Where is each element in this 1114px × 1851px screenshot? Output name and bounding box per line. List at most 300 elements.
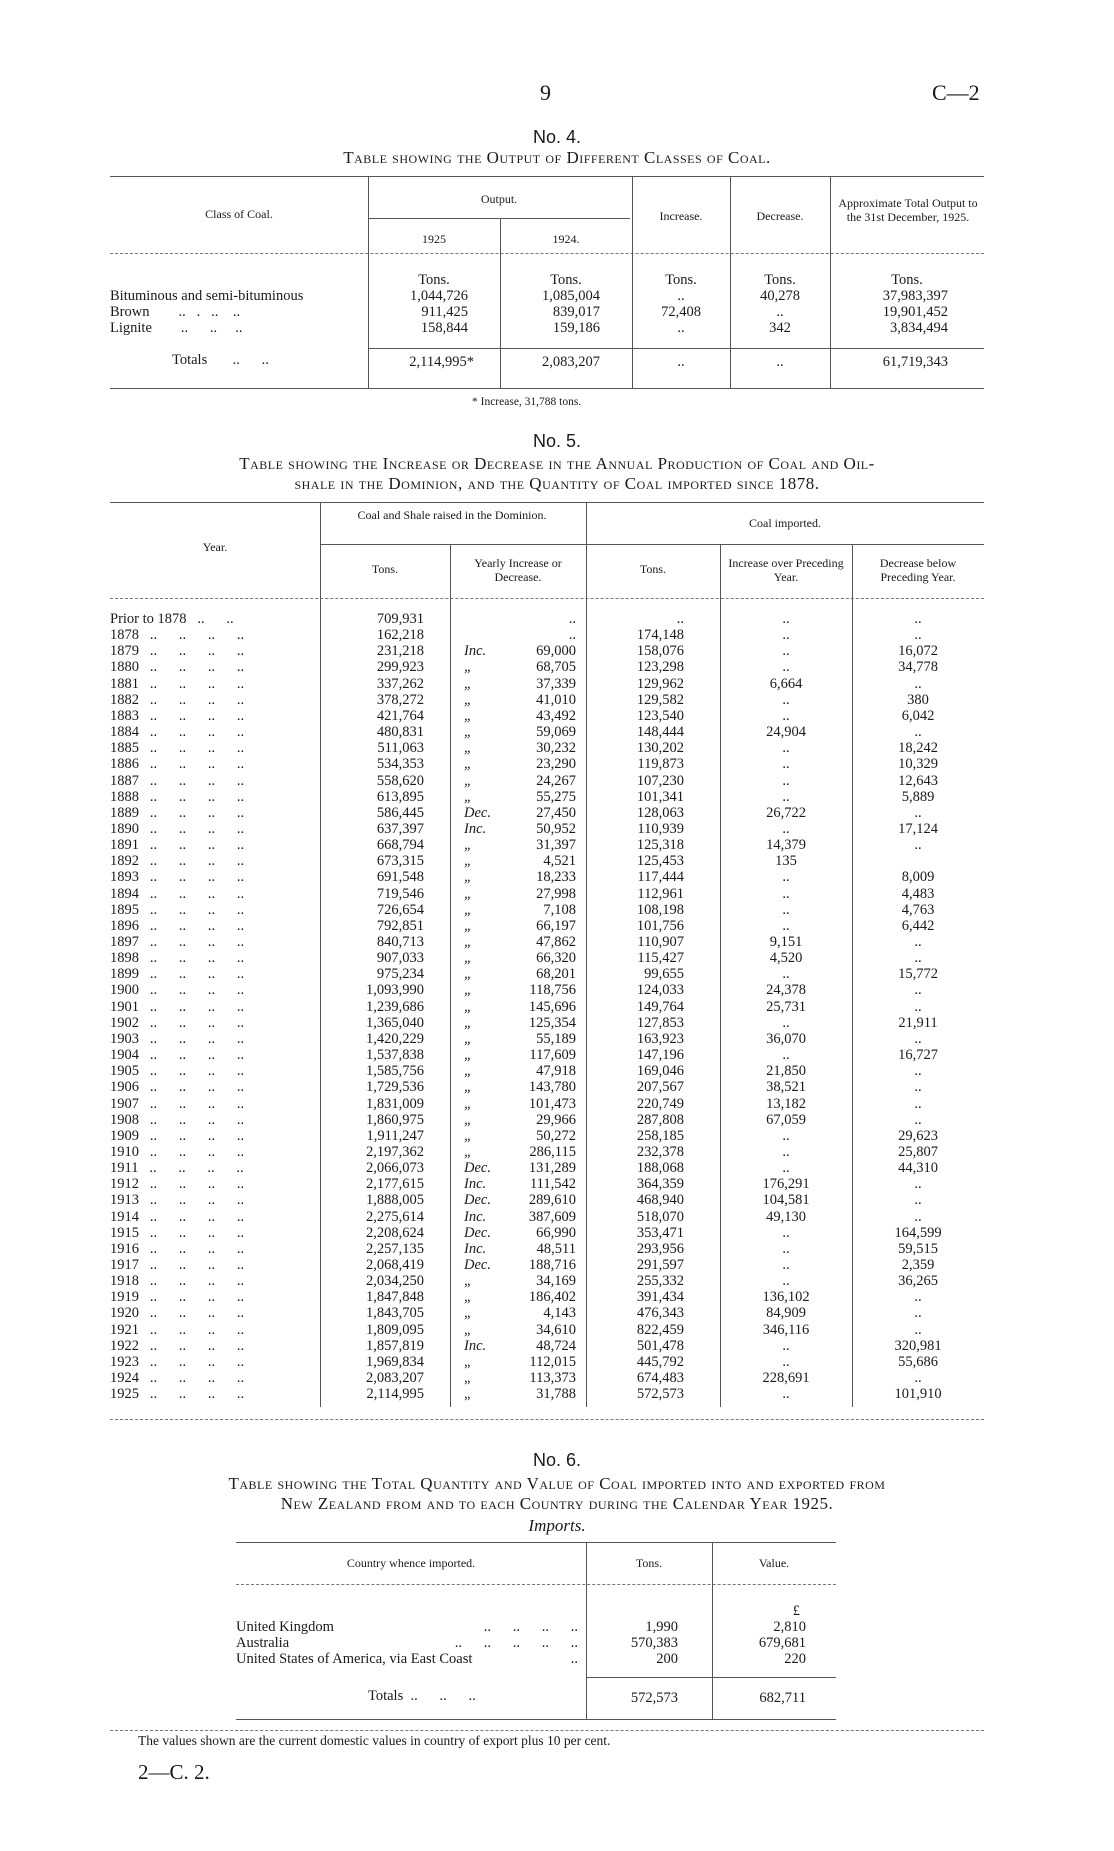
t5-tons-raised: 1,911,247 bbox=[366, 1127, 424, 1144]
t5-inc-dec-flag: Dec. bbox=[464, 1224, 491, 1241]
t5-yearly-change: 4,143 bbox=[543, 1305, 576, 1322]
t5-increase-over: 24,378 bbox=[766, 982, 806, 999]
t5-inc-dec-flag: „ bbox=[464, 772, 473, 789]
t5-increase-over: .. bbox=[782, 643, 790, 660]
t5-decrease-below: .. bbox=[914, 1289, 922, 1306]
t5-tons-raised: 480,831 bbox=[376, 724, 424, 741]
t5-yearly-change: 43,492 bbox=[536, 707, 576, 724]
t5-tons-imported: 128,063 bbox=[636, 804, 684, 821]
t5-inc-dec-flag: „ bbox=[464, 837, 473, 854]
t5-tons-imported: 119,873 bbox=[637, 756, 684, 773]
t5-year: 1899 .. .. .. .. bbox=[110, 966, 245, 983]
t5-inc-dec-flag: „ bbox=[464, 1063, 473, 1080]
t5-tons-imported: 101,756 bbox=[636, 917, 684, 934]
t5-tons-imported: 110,939 bbox=[637, 820, 684, 837]
t5-yearly-change: 118,756 bbox=[529, 982, 576, 999]
t5-tons-imported: 174,148 bbox=[636, 627, 684, 644]
t4-cell: 1,085,004 bbox=[542, 288, 600, 304]
t5-year: 1898 .. .. .. .. bbox=[110, 950, 245, 967]
t5-tons-raised: 534,353 bbox=[376, 756, 424, 773]
t5-tons-imported: 125,453 bbox=[636, 853, 684, 870]
t6-dots: .. .. .. .. bbox=[483, 1619, 578, 1635]
t5-decrease-below: .. bbox=[914, 1208, 922, 1225]
t5-decrease-below: .. bbox=[914, 627, 922, 644]
t5-decrease-below: 15,772 bbox=[898, 966, 938, 983]
t5-tons-imported: 124,033 bbox=[636, 982, 684, 999]
t5-decrease-below: .. bbox=[914, 1176, 922, 1193]
t5-inc-dec-flag: „ bbox=[464, 1127, 473, 1144]
table6-title-line2: New Zealand from and to each Country during the Calendar Year 1925. bbox=[280, 1494, 834, 1513]
t4-cell: 159,186 bbox=[552, 320, 600, 336]
t5-increase-over: .. bbox=[782, 901, 790, 918]
t5-tons-raised: 613,895 bbox=[376, 788, 424, 805]
t5-inc-dec-flag: „ bbox=[464, 1079, 473, 1096]
t5-tons-raised: 1,537,838 bbox=[366, 1047, 424, 1064]
t5-yearly-change: 117,609 bbox=[529, 1047, 576, 1064]
t4-total-cell: 2,114,995* bbox=[409, 354, 474, 370]
t5-increase-over: 26,722 bbox=[766, 804, 806, 821]
t5-inc-dec-flag: „ bbox=[464, 1014, 473, 1031]
t5-tons-imported: 188,068 bbox=[636, 1160, 684, 1177]
t5-decrease-below: 16,727 bbox=[898, 1047, 938, 1064]
t4-unit-total: Tons. bbox=[891, 272, 923, 288]
t5-decrease-below: 16,072 bbox=[898, 643, 938, 660]
t5-inc-dec-flag: „ bbox=[464, 659, 473, 676]
t5-increase-over: .. bbox=[782, 1014, 790, 1031]
t5-increase-over: 104,581 bbox=[762, 1192, 810, 1209]
t5-tons-imported: 501,478 bbox=[636, 1337, 684, 1354]
t5-tons-imported: 674,483 bbox=[636, 1370, 684, 1387]
t4-row-label: Lignite .. .. .. bbox=[110, 320, 243, 336]
t5-yearly-change: .. bbox=[568, 611, 576, 627]
t5-tons-imported: 207,567 bbox=[636, 1079, 684, 1096]
t5-tons-raised: 1,857,819 bbox=[366, 1337, 424, 1354]
t6-tons: 200 bbox=[656, 1651, 678, 1667]
table4-number: No. 4. bbox=[532, 127, 582, 147]
t5-year: 1885 .. .. .. .. bbox=[110, 740, 245, 757]
t5-tons-imported: 117,444 bbox=[637, 869, 684, 886]
table5-title-line1: Table showing the Increase or Decrease in the Annual Production of Coal and Oil- bbox=[239, 454, 875, 473]
t5-tons-imported: 110,907 bbox=[637, 934, 684, 950]
t5-yearly-change: 34,610 bbox=[536, 1321, 576, 1338]
t5-tons-raised: 421,764 bbox=[376, 707, 424, 724]
t5-year: 1886 .. .. .. .. bbox=[110, 756, 245, 773]
t5-increase-over: 36,070 bbox=[766, 1030, 806, 1047]
t5-yearly-change: 50,952 bbox=[536, 820, 576, 837]
t5-inc-dec-flag: „ bbox=[464, 917, 473, 934]
t5-year: 1905 .. .. .. .. bbox=[110, 1063, 245, 1080]
t5-inc-dec-flag: „ bbox=[464, 1047, 473, 1064]
t5-tons-imported: 123,298 bbox=[636, 659, 684, 676]
t5-decrease-below: .. bbox=[914, 934, 922, 950]
t5-increase-over: .. bbox=[782, 966, 790, 983]
t5-decrease-below: 44,310 bbox=[898, 1160, 938, 1177]
t5-yearly-change: 186,402 bbox=[528, 1289, 576, 1306]
t5-increase-over: 136,102 bbox=[762, 1289, 810, 1306]
t5-yearly-change: 48,511 bbox=[536, 1240, 576, 1257]
t5-tons-raised: 1,420,229 bbox=[366, 1030, 424, 1047]
t5-increase-over: .. bbox=[782, 756, 790, 773]
t5-tons-raised: 2,083,207 bbox=[366, 1370, 424, 1387]
t5-yearly-change: 125,354 bbox=[528, 1014, 576, 1031]
t5-increase-over: .. bbox=[782, 1386, 790, 1403]
t5-yearly-change: 48,724 bbox=[536, 1337, 576, 1354]
t5-inc-dec-flag: „ bbox=[464, 1111, 473, 1128]
t5-yearly-change: 31,397 bbox=[536, 837, 576, 854]
t5-yearly-change: 4,521 bbox=[543, 853, 576, 870]
t5-increase-over: .. bbox=[782, 1240, 790, 1257]
t5-header-dec-below: Decrease below Preceding Year. bbox=[879, 556, 957, 584]
t5-decrease-below: .. bbox=[914, 950, 922, 967]
t5-tons-imported: 147,196 bbox=[636, 1047, 684, 1064]
t4-cell: 911,425 bbox=[421, 304, 468, 320]
t5-year: 1924 .. .. .. .. bbox=[110, 1370, 245, 1387]
t5-year: 1882 .. .. .. .. bbox=[110, 691, 245, 708]
t5-decrease-below: 29,623 bbox=[898, 1127, 938, 1144]
t5-yearly-change: 143,780 bbox=[528, 1079, 576, 1096]
t5-tons-raised: 231,218 bbox=[376, 643, 424, 660]
t5-tons-imported: 291,597 bbox=[636, 1257, 684, 1273]
t4-cell: 37,983,397 bbox=[882, 288, 948, 304]
t6-tons: 570,383 bbox=[630, 1635, 678, 1651]
t4-total-cell: .. bbox=[677, 354, 685, 370]
t5-tons-imported: 149,764 bbox=[636, 998, 684, 1015]
t5-tons-raised: 558,620 bbox=[376, 772, 424, 789]
t5-increase-over: 21,850 bbox=[766, 1063, 806, 1080]
t5-yearly-change: 27,998 bbox=[536, 885, 576, 902]
t5-tons-imported: 148,444 bbox=[636, 724, 684, 741]
t5-tons-imported: 468,940 bbox=[636, 1192, 684, 1209]
table6-subtitle: Imports. bbox=[528, 1516, 586, 1535]
t5-tons-imported: 129,582 bbox=[636, 691, 684, 708]
t5-inc-dec-flag: „ bbox=[464, 1289, 473, 1306]
t4-cell: 839,017 bbox=[552, 304, 600, 320]
t5-inc-dec-flag: „ bbox=[464, 724, 473, 741]
t5-increase-over: .. bbox=[782, 885, 790, 902]
t5-year: 1891 .. .. .. .. bbox=[110, 837, 245, 854]
t4-unit-1924: Tons. bbox=[550, 272, 582, 288]
t5-header-raised: Coal and Shale raised in the Dominion. bbox=[357, 508, 547, 522]
t5-inc-dec-flag: „ bbox=[464, 1370, 473, 1387]
t5-year: 1925 .. .. .. .. bbox=[110, 1386, 245, 1403]
t5-increase-over: 135 bbox=[775, 853, 797, 870]
t5-yearly-change: 66,320 bbox=[536, 950, 576, 967]
t5-increase-over: .. bbox=[782, 1143, 790, 1160]
t5-decrease-below: 59,515 bbox=[898, 1240, 938, 1257]
t5-yearly-change: 68,705 bbox=[536, 659, 576, 676]
t5-inc-dec-flag: Inc. bbox=[464, 1208, 487, 1225]
t5-yearly-change: 30,232 bbox=[536, 740, 576, 757]
t5-increase-over: 9,151 bbox=[769, 934, 803, 950]
t5-year: 1887 .. .. .. .. bbox=[110, 772, 245, 789]
t4-cell: .. bbox=[776, 304, 784, 320]
t5-increase-over: .. bbox=[782, 788, 790, 805]
t5-decrease-below: 36,265 bbox=[898, 1273, 938, 1290]
t5-year: 1906 .. .. .. .. bbox=[110, 1079, 245, 1096]
t5-decrease-below: 10,329 bbox=[898, 756, 938, 773]
t5-header-tons: Tons. bbox=[371, 562, 399, 576]
t5-year: 1910 .. .. .. .. bbox=[110, 1143, 245, 1160]
t5-yearly-change: 66,990 bbox=[536, 1224, 576, 1241]
table5-title-line2: shale in the Dominion, and the Quantity of Coal imported since 1878. bbox=[294, 474, 820, 493]
t5-tons-raised: 1,093,990 bbox=[366, 982, 424, 999]
t5-yearly-change: 188,716 bbox=[528, 1257, 576, 1273]
t5-tons-raised: 2,177,615 bbox=[366, 1176, 424, 1193]
t5-tons-raised: 1,888,005 bbox=[366, 1192, 424, 1209]
t5-yearly-change: 41,010 bbox=[536, 691, 576, 708]
t5-increase-over: 24,904 bbox=[766, 724, 806, 741]
t4-footnote: * Increase, 31,788 tons. bbox=[472, 396, 582, 408]
t5-increase-over: .. bbox=[782, 1257, 790, 1273]
t5-tons-imported: 163,923 bbox=[636, 1030, 684, 1047]
t5-year: 1917 .. .. .. .. bbox=[110, 1257, 245, 1273]
t5-tons-raised: 1,843,705 bbox=[366, 1305, 424, 1322]
t5-tons-imported: 391,434 bbox=[636, 1289, 684, 1306]
t5-increase-over: .. bbox=[782, 627, 790, 644]
t5-tons-raised: 2,275,614 bbox=[366, 1208, 424, 1225]
t4-header-1924: 1924. bbox=[552, 232, 580, 246]
t5-tons-imported: 127,853 bbox=[636, 1014, 684, 1031]
t5-yearly-change: 387,609 bbox=[528, 1208, 576, 1225]
t6-header-country: Country whence imported. bbox=[346, 1556, 476, 1570]
t5-tons-imported: 364,359 bbox=[636, 1176, 684, 1193]
t4-header-output: Output. bbox=[480, 192, 518, 206]
t5-yearly-change: 145,696 bbox=[528, 998, 576, 1015]
t5-inc-dec-flag: „ bbox=[464, 691, 473, 708]
t4-cell: 40,278 bbox=[760, 288, 800, 304]
t5-decrease-below: .. bbox=[914, 1063, 922, 1080]
t5-inc-dec-flag: Dec. bbox=[464, 1257, 491, 1273]
t5-decrease-below: .. bbox=[914, 611, 922, 627]
t5-inc-dec-flag: „ bbox=[464, 1353, 473, 1370]
t4-cell: 342 bbox=[769, 320, 791, 336]
t5-inc-dec-flag: „ bbox=[464, 869, 473, 886]
t4-total-cell: .. bbox=[776, 354, 784, 370]
t5-increase-over: .. bbox=[782, 691, 790, 708]
t5-inc-dec-flag: „ bbox=[464, 998, 473, 1015]
t5-tons-raised: 975,234 bbox=[376, 966, 424, 983]
t5-increase-over: .. bbox=[782, 1273, 790, 1290]
t4-cell: .. bbox=[677, 320, 685, 336]
t5-tons-raised: 1,239,686 bbox=[366, 998, 424, 1015]
t4-header-decrease: Decrease. bbox=[756, 209, 804, 223]
t5-decrease-below: .. bbox=[914, 1370, 922, 1387]
t5-year: 1892 .. .. .. .. bbox=[110, 853, 245, 870]
table6-title-line1: Table showing the Total Quantity and Value of Coal imported into and exported from bbox=[228, 1474, 886, 1493]
t5-increase-over: .. bbox=[782, 772, 790, 789]
t5-increase-over: 346,116 bbox=[762, 1321, 810, 1338]
t5-year: 1916 .. .. .. .. bbox=[110, 1240, 245, 1257]
t5-year: 1895 .. .. .. .. bbox=[110, 901, 245, 918]
t4-cell: 1,044,726 bbox=[410, 288, 468, 304]
t5-inc-dec-flag: Dec. bbox=[464, 1160, 491, 1177]
t5-decrease-below: .. bbox=[914, 724, 922, 741]
t5-decrease-below: 17,124 bbox=[898, 820, 938, 837]
t5-inc-dec-flag: Inc. bbox=[464, 1176, 487, 1193]
t5-year: 1908 .. .. .. .. bbox=[110, 1111, 245, 1128]
t5-inc-dec-flag: „ bbox=[464, 934, 473, 950]
t5-tons-raised: 2,197,362 bbox=[366, 1143, 424, 1160]
t5-tons-imported: 258,185 bbox=[636, 1127, 684, 1144]
t5-inc-dec-flag: Dec. bbox=[464, 1192, 491, 1209]
t5-year: 1913 .. .. .. .. bbox=[110, 1192, 245, 1209]
t5-year: 1884 .. .. .. .. bbox=[110, 724, 245, 741]
t5-yearly-change: .. bbox=[568, 627, 576, 644]
t4-header-increase: Increase. bbox=[659, 209, 703, 223]
t5-yearly-change: 37,339 bbox=[536, 675, 576, 692]
t5-inc-dec-flag: „ bbox=[464, 675, 473, 692]
t5-yearly-change: 66,197 bbox=[536, 917, 576, 934]
t4-cell: 158,844 bbox=[420, 320, 468, 336]
t5-decrease-below: 5,889 bbox=[901, 788, 935, 805]
t5-tons-raised: 378,272 bbox=[376, 691, 424, 708]
t4-header-class: Class of Coal. bbox=[205, 207, 273, 221]
t5-increase-over: 49,130 bbox=[766, 1208, 806, 1225]
t5-header-imported: Coal imported. bbox=[749, 516, 821, 530]
t5-tons-imported: 476,343 bbox=[636, 1305, 684, 1322]
t6-dots: .. bbox=[570, 1651, 578, 1667]
t5-tons-raised: 637,397 bbox=[376, 820, 424, 837]
t6-note: The values shown are the current domestic values in country of export plus 10 per cent. bbox=[138, 1733, 611, 1748]
t5-year: 1904 .. .. .. .. bbox=[110, 1047, 245, 1064]
t5-tons-imported: 125,318 bbox=[636, 837, 684, 854]
t5-year: 1902 .. .. .. .. bbox=[110, 1014, 245, 1031]
t5-increase-over: .. bbox=[782, 611, 790, 627]
t5-increase-over: .. bbox=[782, 707, 790, 724]
t5-year: 1893 .. .. .. .. bbox=[110, 869, 245, 886]
t5-tons-raised: 1,860,975 bbox=[366, 1111, 424, 1128]
t5-inc-dec-flag: „ bbox=[464, 853, 473, 870]
t5-inc-dec-flag: „ bbox=[464, 901, 473, 918]
t5-yearly-change: 289,610 bbox=[528, 1192, 576, 1209]
t5-tons-imported: 169,046 bbox=[636, 1063, 684, 1080]
t4-totals-label: Totals .. .. bbox=[172, 352, 269, 368]
t5-decrease-below: 6,042 bbox=[901, 707, 935, 724]
t5-tons-raised: 726,654 bbox=[376, 901, 424, 918]
t5-tons-raised: 1,729,536 bbox=[366, 1079, 424, 1096]
t5-year: 1901 .. .. .. .. bbox=[110, 998, 245, 1015]
t5-inc-dec-flag: „ bbox=[464, 1095, 473, 1112]
t5-tons-raised: 2,114,995 bbox=[366, 1386, 424, 1403]
t5-yearly-change: 286,115 bbox=[529, 1143, 576, 1160]
t5-tons-raised: 840,713 bbox=[376, 934, 424, 950]
t5-increase-over: 84,909 bbox=[766, 1305, 806, 1322]
t4-row-label: Bituminous and semi-bituminous bbox=[110, 288, 304, 304]
t5-year: 1922 .. .. .. .. bbox=[110, 1337, 245, 1354]
t5-tons-imported: 101,341 bbox=[636, 788, 684, 805]
t5-header-imp-tons: Tons. bbox=[639, 562, 667, 576]
t5-inc-dec-flag: „ bbox=[464, 966, 473, 983]
t5-tons-imported: 822,459 bbox=[636, 1321, 684, 1338]
table4-title: Table showing the Output of Different Classes of Coal. bbox=[343, 148, 771, 167]
t5-year: 1907 .. .. .. .. bbox=[110, 1095, 245, 1112]
t5-inc-dec-flag: „ bbox=[464, 740, 473, 757]
t5-tons-raised: 1,365,040 bbox=[366, 1014, 424, 1031]
t5-decrease-below: 18,242 bbox=[898, 740, 938, 757]
t5-increase-over: .. bbox=[782, 1160, 790, 1177]
t5-tons-raised: 1,847,848 bbox=[366, 1289, 424, 1306]
t5-inc-dec-flag: Inc. bbox=[464, 820, 487, 837]
t5-increase-over: .. bbox=[782, 1353, 790, 1370]
t5-increase-over: 25,731 bbox=[766, 998, 806, 1015]
t5-tons-raised: 1,585,756 bbox=[366, 1063, 424, 1080]
t4-unit-increase: Tons. bbox=[665, 272, 697, 288]
t5-tons-raised: 709,931 bbox=[376, 611, 424, 627]
t6-value: 679,681 bbox=[758, 1635, 806, 1651]
t5-decrease-below: 8,009 bbox=[901, 869, 935, 886]
t5-tons-imported: 112,961 bbox=[637, 885, 684, 902]
t5-tons-raised: 2,066,073 bbox=[366, 1160, 424, 1177]
t5-inc-dec-flag: Inc. bbox=[464, 1337, 487, 1354]
t5-year: 1880 .. .. .. .. bbox=[110, 659, 245, 676]
t4-header-1925: 1925 bbox=[422, 232, 446, 246]
t5-tons-raised: 1,809,095 bbox=[366, 1321, 424, 1338]
t5-tons-raised: 2,208,624 bbox=[366, 1224, 424, 1241]
t5-yearly-change: 29,966 bbox=[536, 1111, 576, 1128]
t5-year: 1883 .. .. .. .. bbox=[110, 707, 245, 724]
t5-yearly-change: 23,290 bbox=[536, 756, 576, 773]
t5-yearly-change: 131,289 bbox=[528, 1160, 576, 1177]
t5-year: 1879 .. .. .. .. bbox=[110, 643, 245, 660]
t4-unit-decrease: Tons. bbox=[764, 272, 796, 288]
t5-inc-dec-flag: Inc. bbox=[464, 643, 487, 660]
t5-tons-imported: 353,471 bbox=[636, 1224, 684, 1241]
t5-decrease-below: 2,359 bbox=[901, 1257, 935, 1273]
t6-value: 2,810 bbox=[773, 1619, 806, 1635]
t6-value-unit: £ bbox=[792, 1603, 800, 1619]
t5-increase-over: 6,664 bbox=[769, 675, 803, 692]
t5-increase-over: .. bbox=[782, 659, 790, 676]
t5-tons-imported: 220,749 bbox=[636, 1095, 684, 1112]
t5-decrease-below: .. bbox=[914, 1192, 922, 1209]
t5-decrease-below: 21,911 bbox=[898, 1014, 938, 1031]
t4-total-cell: 2,083,207 bbox=[542, 354, 600, 370]
t5-inc-dec-flag: „ bbox=[464, 950, 473, 967]
t5-increase-over: .. bbox=[782, 1224, 790, 1241]
t5-yearly-change: 47,918 bbox=[536, 1063, 576, 1080]
t4-header-total: Approximate Total Output to the 31st December, 1925. bbox=[838, 196, 978, 224]
t5-inc-dec-flag: „ bbox=[464, 788, 473, 805]
t6-totals-value: 682,711 bbox=[759, 1690, 806, 1706]
t5-header-year: Year. bbox=[202, 540, 228, 554]
t4-cell: 19,901,452 bbox=[882, 304, 948, 320]
t5-year: 1918 .. .. .. .. bbox=[110, 1273, 245, 1290]
t5-increase-over: .. bbox=[782, 1047, 790, 1064]
t5-yearly-change: 24,267 bbox=[536, 772, 576, 789]
t5-year: 1915 .. .. .. .. bbox=[110, 1224, 245, 1241]
t5-year: 1911 .. .. .. .. bbox=[110, 1160, 244, 1177]
t6-country: Australia bbox=[236, 1635, 290, 1651]
t5-tons-imported: 287,808 bbox=[636, 1111, 684, 1128]
t5-decrease-below: 101,910 bbox=[894, 1386, 942, 1403]
t5-decrease-below: .. bbox=[914, 804, 922, 821]
t5-inc-dec-flag: „ bbox=[464, 1273, 473, 1290]
t5-tons-raised: 299,923 bbox=[376, 659, 424, 676]
t5-tons-imported: 108,198 bbox=[636, 901, 684, 918]
t6-header-tons: Tons. bbox=[635, 1556, 663, 1570]
t5-yearly-change: 34,169 bbox=[536, 1273, 576, 1290]
t5-yearly-change: 7,108 bbox=[543, 901, 576, 918]
t5-decrease-below: 164,599 bbox=[894, 1224, 942, 1241]
t5-tons-raised: 337,262 bbox=[376, 675, 424, 692]
t6-country: United States of America, via East Coast bbox=[236, 1651, 473, 1667]
t5-tons-raised: 162,218 bbox=[376, 627, 424, 644]
t5-inc-dec-flag: „ bbox=[464, 1321, 473, 1338]
t5-decrease-below: 4,483 bbox=[901, 885, 935, 902]
t5-decrease-below: .. bbox=[914, 1305, 922, 1322]
t6-country: United Kingdom bbox=[236, 1619, 334, 1635]
t5-yearly-change: 55,189 bbox=[536, 1030, 576, 1047]
